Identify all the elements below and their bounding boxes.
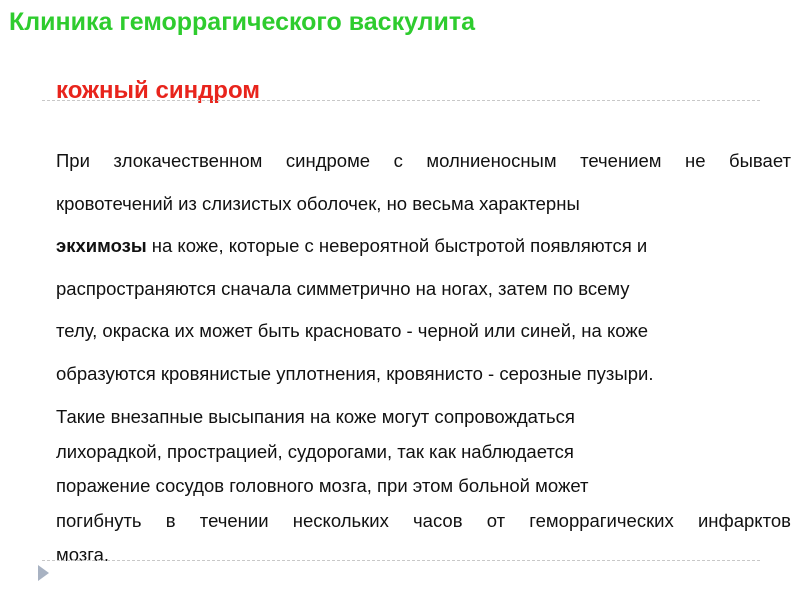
slide-title: Клиника геморрагического васкулита [9,8,476,36]
triangle-right-icon[interactable] [38,565,49,581]
paragraph-1-line-1: При злокачественном синдроме с молниеносным течением не бывает [56,150,791,171]
paragraph-1-line-5: телу, окраска их может быть красновато - черной или синей, на коже [56,320,648,341]
paragraph-2-line-4: погибнуть в течении нескольких часов от геморрагических инфарктов [56,509,791,531]
paragraph-1-line-3-rest: на коже, которые с невероятной быстротой появляются и [146,235,648,256]
paragraph-2-line-3: поражение сосудов головного мозга, при этом больной может [56,475,589,496]
paragraph-2-line-1: Такие внезапные высыпания на коже могут сопровождаться [56,406,575,427]
paragraph-1-line-6: образуются кровянистые уплотнения, кровянисто - серозные пузыри. [56,362,654,384]
paragraph-1-line-2: кровотечений из слизистых оболочек, но весьма характерны [56,192,580,214]
highlighted-term: экхимозы [56,235,147,256]
paragraph-1-line-4: распространяются сначала симметрично на ногах, затем по всему [56,277,630,299]
section-subtitle: кожный синдром [56,77,261,104]
paragraph-1 [56,140,791,395]
paragraph-2-line-2: лихорадкой, прострацией, судорогами, так как наблюдается [56,440,574,462]
paragraph-2 [56,400,791,573]
paragraph-1-line-3 [56,225,791,268]
bottom-divider [42,560,760,561]
top-divider [42,100,760,101]
paragraph-2-line-5: мозга. [56,544,110,565]
